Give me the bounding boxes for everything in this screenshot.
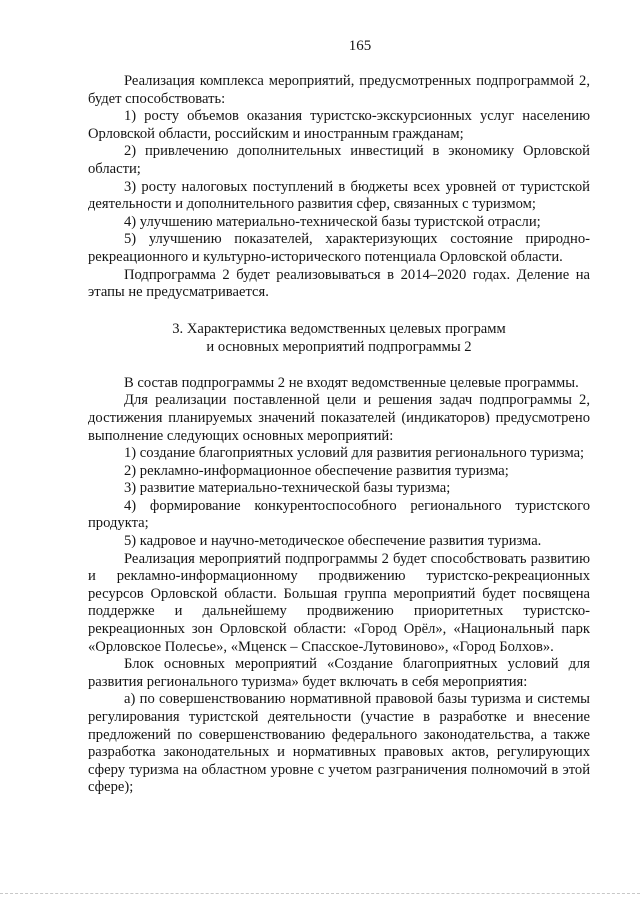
list-item: 5) кадровое и научно-методическое обеспечение развития туризма.	[124, 533, 542, 550]
list-item: 3) развитие материально-технической базы туризма;	[124, 480, 451, 497]
section-heading	[88, 320, 590, 356]
paragraph: Подпрограмма 2 будет реализовываться в 2014–2020 годах. Деление на этапы не предусматривается.	[88, 266, 590, 301]
list-item: 5) улучшению показателей, характеризующих состояние природно-рекреационного и культурно-исторического потенциала Орловской области.	[88, 231, 590, 265]
list-item: 1) создание благоприятных условий для развития регионального туризма;	[124, 445, 585, 462]
list-item: 4) улучшению материально-технической базы туристской отрасли;	[124, 213, 541, 230]
list-item: 1) росту объемов оказания туристско-экскурсионных услуг населению Орловской области, российским и иностранным гражданам;	[88, 108, 590, 142]
list-item: 4) формирование конкурентоспособного регионального туристского продукта;	[88, 497, 590, 532]
section-heading-line: и основных мероприятий подпрограммы 2	[206, 338, 472, 355]
page-number: 165	[348, 38, 372, 54]
paragraph: Реализация комплекса мероприятий, предусмотренных подпрограммой 2, будет способствовать:	[88, 73, 590, 107]
list-item: 2) рекламно-информационное обеспечение развития туризма;	[124, 462, 509, 479]
paragraph: Для реализации поставленной цели и решения задач подпрограммы 2, достижения планируемых значений показателей (индикаторов) предусмотрено выполнение следующих основных мероприятий:	[88, 392, 590, 444]
list-item: 3) росту налоговых поступлений в бюджеты всех уровней от туристской деятельности и дополнительного развития сфер, связанных с туризмом;	[88, 178, 590, 213]
paragraph: Блок основных мероприятий «Создание благоприятных условий для развития регионального туризма» будет включать в себя мероприятия:	[88, 656, 590, 690]
list-item: а) по совершенствованию нормативной правовой базы туризма и системы регулирования туристской деятельности (участие в разработке и внесение предложений по совершенствованию федерального законодательства, а также разработка законодательных и нормативных правовых актов, регулирующих сферу туризма на областном уровне с учетом разграничения полномочий в этой сфере);	[88, 691, 590, 796]
paragraph: В состав подпрограммы 2 не входят ведомственные целевые программы.	[124, 374, 579, 391]
paragraph: Реализация мероприятий подпрограммы 2 будет способствовать развитию и рекламно-информационному продвижению туристско-рекреационных ресурсов Орловской области. Большая группа мероприятий будет посвящена поддержке и дальнейшему продвижению приоритетных туристско-рекреационных зон Орловской области: «Город Орёл», «Национальный парк «Орловское Полесье», «Мценск – Спасское-Лутовиново», «Город Болхов».	[88, 550, 590, 655]
document-body	[88, 73, 590, 797]
scan-artifact-line	[0, 893, 640, 895]
list-item: 2) привлечению дополнительных инвестиций в экономику Орловской области;	[88, 143, 590, 177]
section-heading-line: 3. Характеристика ведомственных целевых программ	[172, 320, 506, 337]
